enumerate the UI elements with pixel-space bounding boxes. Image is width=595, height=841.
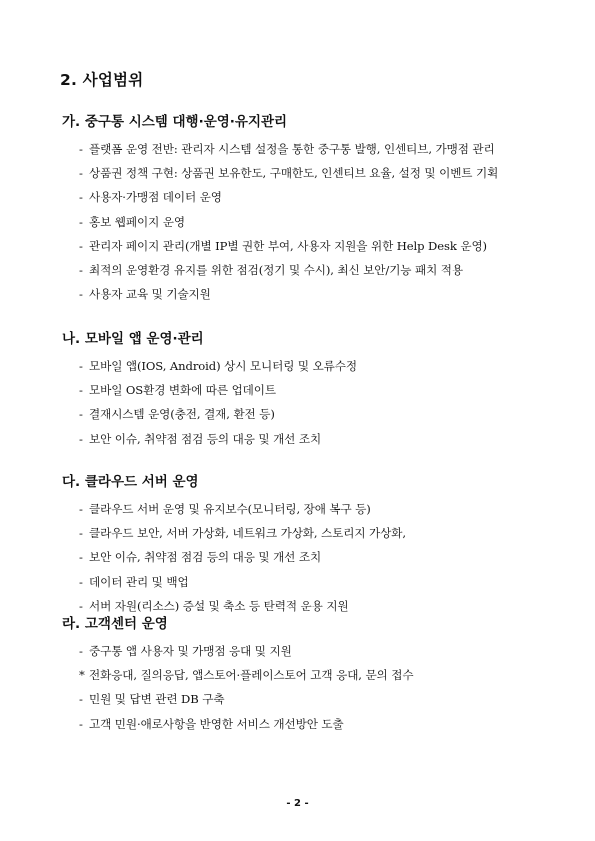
list-item (62, 663, 562, 687)
item-text: 모바일 앱(IOS, Android) 상시 모니터링 및 오류수정 (89, 359, 357, 373)
list-item (62, 258, 562, 282)
section-heading: 2. 사업범위 (60, 71, 144, 89)
item-text: 상품권 정책 구현: 상품권 보유한도, 구매한도, 인센티브 요율, 설정 및 이벤트 기획 (89, 166, 499, 181)
item-text: 모바일 OS환경 변화에 따른 업데이트 (89, 383, 276, 398)
section-title: 가. 중구통 시스템 대행·운영·유지관리 (62, 114, 288, 130)
list-item (62, 521, 562, 545)
item-text: 홍보 웹페이지 운영 (89, 214, 185, 229)
list-item (62, 378, 562, 402)
list-item (62, 354, 562, 378)
list-item (62, 497, 562, 521)
bullet-marker: - (79, 142, 83, 156)
bullet-marker: - (79, 238, 83, 253)
bullet-marker: - (79, 383, 83, 398)
item-text: 클라우드 서버 운영 및 유지보수(모니터링, 장애 복구 등) (89, 502, 371, 516)
section-title: 다. 클라우드 서버 운영 (62, 474, 199, 490)
bullet-marker: - (79, 166, 83, 181)
list-item (62, 712, 562, 736)
bullet-marker: - (79, 359, 83, 373)
item-text: 관리자 페이지 관리(개별 IP별 권한 부여, 사용자 지원을 위한 Help Desk 운영) (89, 238, 487, 253)
item-text: 최적의 운영환경 유지를 위한 점검(정기 및 수시), 최신 보안/기능 패치 적용 (89, 262, 463, 277)
item-text: 사용자 교육 및 기술지원 (89, 287, 211, 302)
list-item (62, 210, 562, 234)
list-item (62, 427, 562, 451)
bullet-marker: - (79, 502, 83, 516)
list-item (62, 137, 562, 161)
list-item (62, 161, 562, 185)
list-item (62, 687, 562, 711)
page-number: - 2 - (286, 798, 309, 809)
section-title: 라. 고객센터 운영 (62, 616, 168, 632)
bullet-marker: - (79, 431, 83, 446)
list-item (62, 402, 562, 426)
item-text: 보안 이슈, 취약점 점검 등의 대응 및 개선 조치 (89, 550, 322, 565)
item-text: 데이터 관리 및 백업 (89, 574, 189, 589)
bullet-marker: - (79, 692, 83, 707)
item-text: 결재시스템 운영(충전, 결재, 환전 등) (89, 407, 275, 422)
item-text: 전화응대, 질의응답, 앱스토어·플레이스토어 고객 응대, 문의 접수 (89, 668, 414, 683)
list-item (62, 545, 562, 569)
list-item (62, 185, 562, 209)
item-text: 클라우드 보안, 서버 가상화, 네트워크 가상화, 스토리지 가상화, (89, 526, 406, 541)
list-item (62, 639, 562, 663)
bullet-marker: - (79, 262, 83, 277)
bullet-marker: - (79, 526, 83, 541)
bullet-marker: - (79, 598, 83, 613)
section-mobile-app (62, 328, 562, 451)
bullet-marker: - (79, 214, 83, 229)
list-item (62, 234, 562, 258)
bullet-marker: - (79, 407, 83, 422)
list-item (62, 282, 562, 306)
item-text: 플랫폼 운영 전반: 관리자 시스템 설정을 통한 중구통 발행, 인센티브, 가맹점 관리 (89, 142, 495, 156)
bullet-marker: - (79, 550, 83, 565)
bullet-marker: - (79, 716, 83, 731)
item-text: 중구통 앱 사용자 및 가맹점 응대 및 지원 (89, 644, 292, 658)
bullet-marker: * (79, 668, 85, 683)
bullet-marker: - (79, 190, 83, 205)
item-text: 서버 자원(리소스) 증설 및 축소 등 탄력적 운용 지원 (89, 598, 349, 613)
section-system-operation (62, 111, 562, 306)
bullet-marker: - (79, 644, 83, 658)
section-title: 나. 모바일 앱 운영·관리 (62, 331, 204, 347)
item-text: 민원 및 답변 관련 DB 구축 (89, 692, 225, 707)
item-text: 사용자·가맹점 데이터 운영 (89, 190, 222, 205)
bullet-marker: - (79, 574, 83, 589)
bullet-marker: - (79, 287, 83, 302)
section-customer-center (62, 613, 562, 736)
item-text: 고객 민원·애로사항을 반영한 서비스 개선방안 도출 (89, 716, 344, 731)
section-cloud-server (62, 471, 562, 618)
list-item (62, 570, 562, 594)
item-text: 보안 이슈, 취약점 점검 등의 대응 및 개선 조치 (89, 431, 322, 446)
